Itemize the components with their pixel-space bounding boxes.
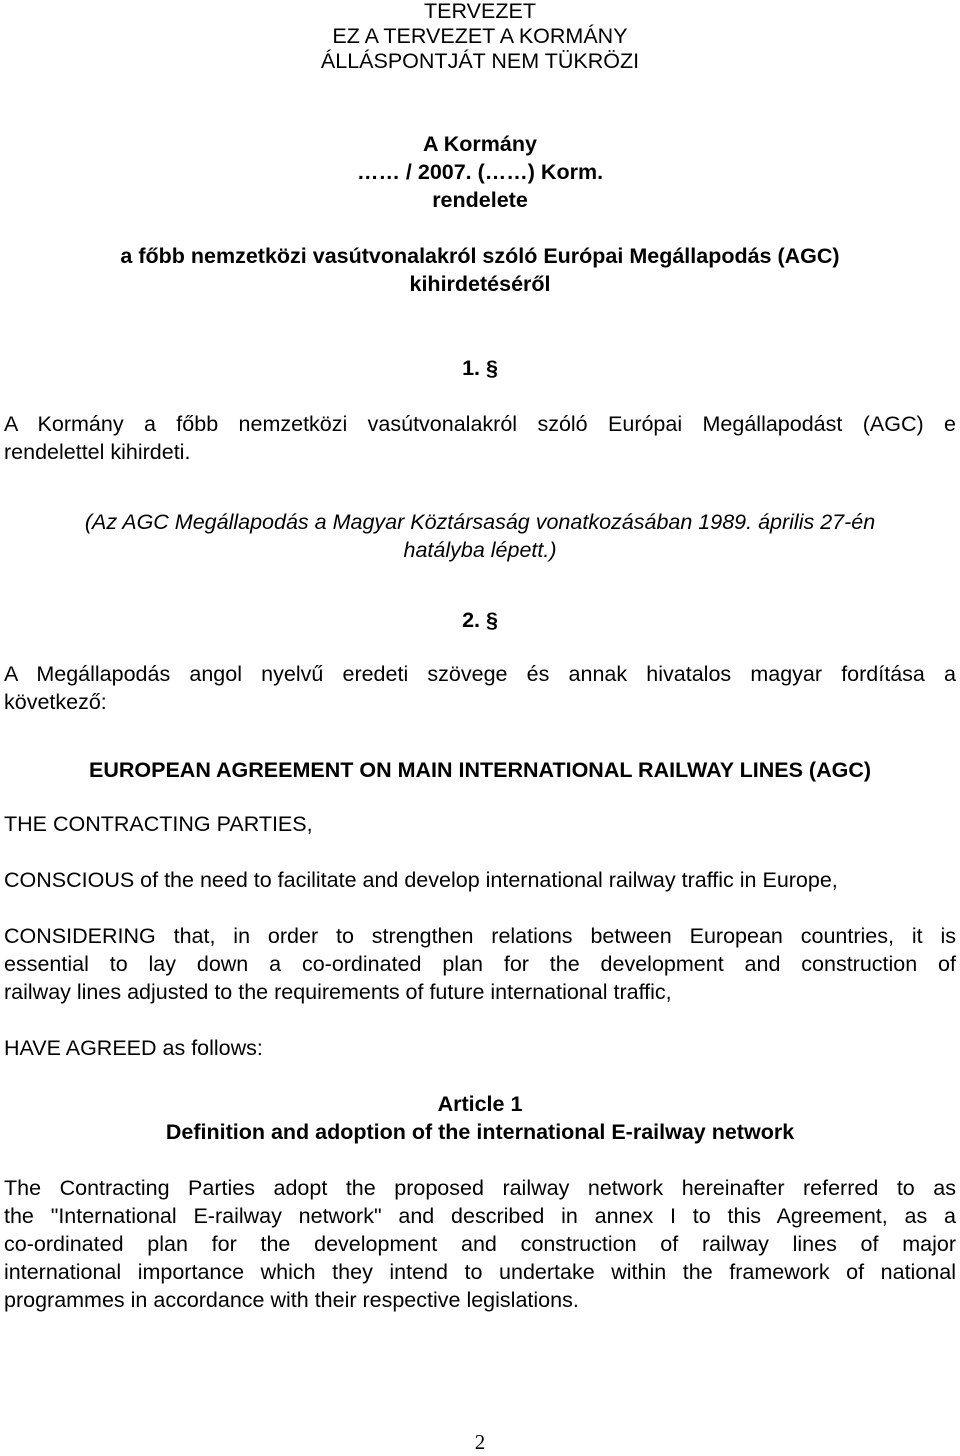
section-1-note-line2: hatályba lépett.) — [403, 538, 557, 562]
draft-disclaimer-line2: ÁLLÁSPONTJÁT NEM TÜKRÖZI — [320, 49, 640, 73]
section-2-heading: 2. § — [462, 608, 498, 632]
article-1-line3: co-ordinated plan for the development and construction of railway lines of major — [4, 1232, 956, 1256]
article-1-line2: the "International E-railway network" and described in annex I to this Agreement, as a — [4, 1204, 956, 1228]
page-number: 2 — [474, 1430, 486, 1454]
agreement-parties: THE CONTRACTING PARTIES, — [4, 812, 313, 836]
decree-number: …… / 2007. (……) Korm. — [356, 160, 604, 184]
agreement-conscious: CONSCIOUS of the need to facilitate and develop international railway traffic in Europe, — [4, 868, 838, 892]
article-1-title: Definition and adoption of the international E-railway network — [165, 1120, 795, 1144]
article-1-line1: The Contracting Parties adopt the proposed railway network hereinafter referred to as — [4, 1176, 956, 1200]
section-1-text-line2: rendelettel kihirdeti. — [4, 440, 191, 464]
agreement-considering-line3: railway lines adjusted to the requirements of future international traffic, — [4, 980, 672, 1004]
section-2-text-line2: következő: — [4, 690, 107, 714]
agreement-title: EUROPEAN AGREEMENT ON MAIN INTERNATIONAL RAILWAY LINES (AGC) — [89, 758, 871, 782]
draft-disclaimer-line1: EZ A TERVEZET A KORMÁNY — [332, 24, 628, 48]
decree-subject-line2: kihirdetéséről — [409, 272, 551, 296]
article-1-line4: international importance which they intend to undertake within the framework of national — [4, 1260, 956, 1284]
article-1-line5: programmes in accordance with their respective legislations. — [4, 1288, 579, 1312]
decree-subject-line1: a főbb nemzetközi vasútvonalakról szóló Európai Megállapodás (AGC) — [120, 244, 840, 268]
decree-issuer: A Kormány — [423, 132, 537, 156]
agreement-agreed: HAVE AGREED as follows: — [4, 1036, 263, 1060]
section-2-text-line1: A Megállapodás angol nyelvű eredeti szövege és annak hivatalos magyar fordítása a — [4, 662, 956, 686]
draft-label: TERVEZET — [424, 0, 536, 23]
section-1-note-line1: (Az AGC Megállapodás a Magyar Köztársaság vonatkozásában 1989. április 27-én — [84, 510, 876, 534]
agreement-considering-line1: CONSIDERING that, in order to strengthen relations between European countries, it is — [4, 924, 956, 948]
article-1-heading: Article 1 — [437, 1092, 523, 1116]
agreement-considering-line2: essential to lay down a co-ordinated plan for the development and construction of — [4, 952, 956, 976]
decree-type: rendelete — [432, 188, 528, 212]
section-1-heading: 1. § — [462, 356, 498, 380]
section-1-text-line1: A Kormány a főbb nemzetközi vasútvonalakról szóló Európai Megállapodást (AGC) e — [4, 412, 956, 436]
